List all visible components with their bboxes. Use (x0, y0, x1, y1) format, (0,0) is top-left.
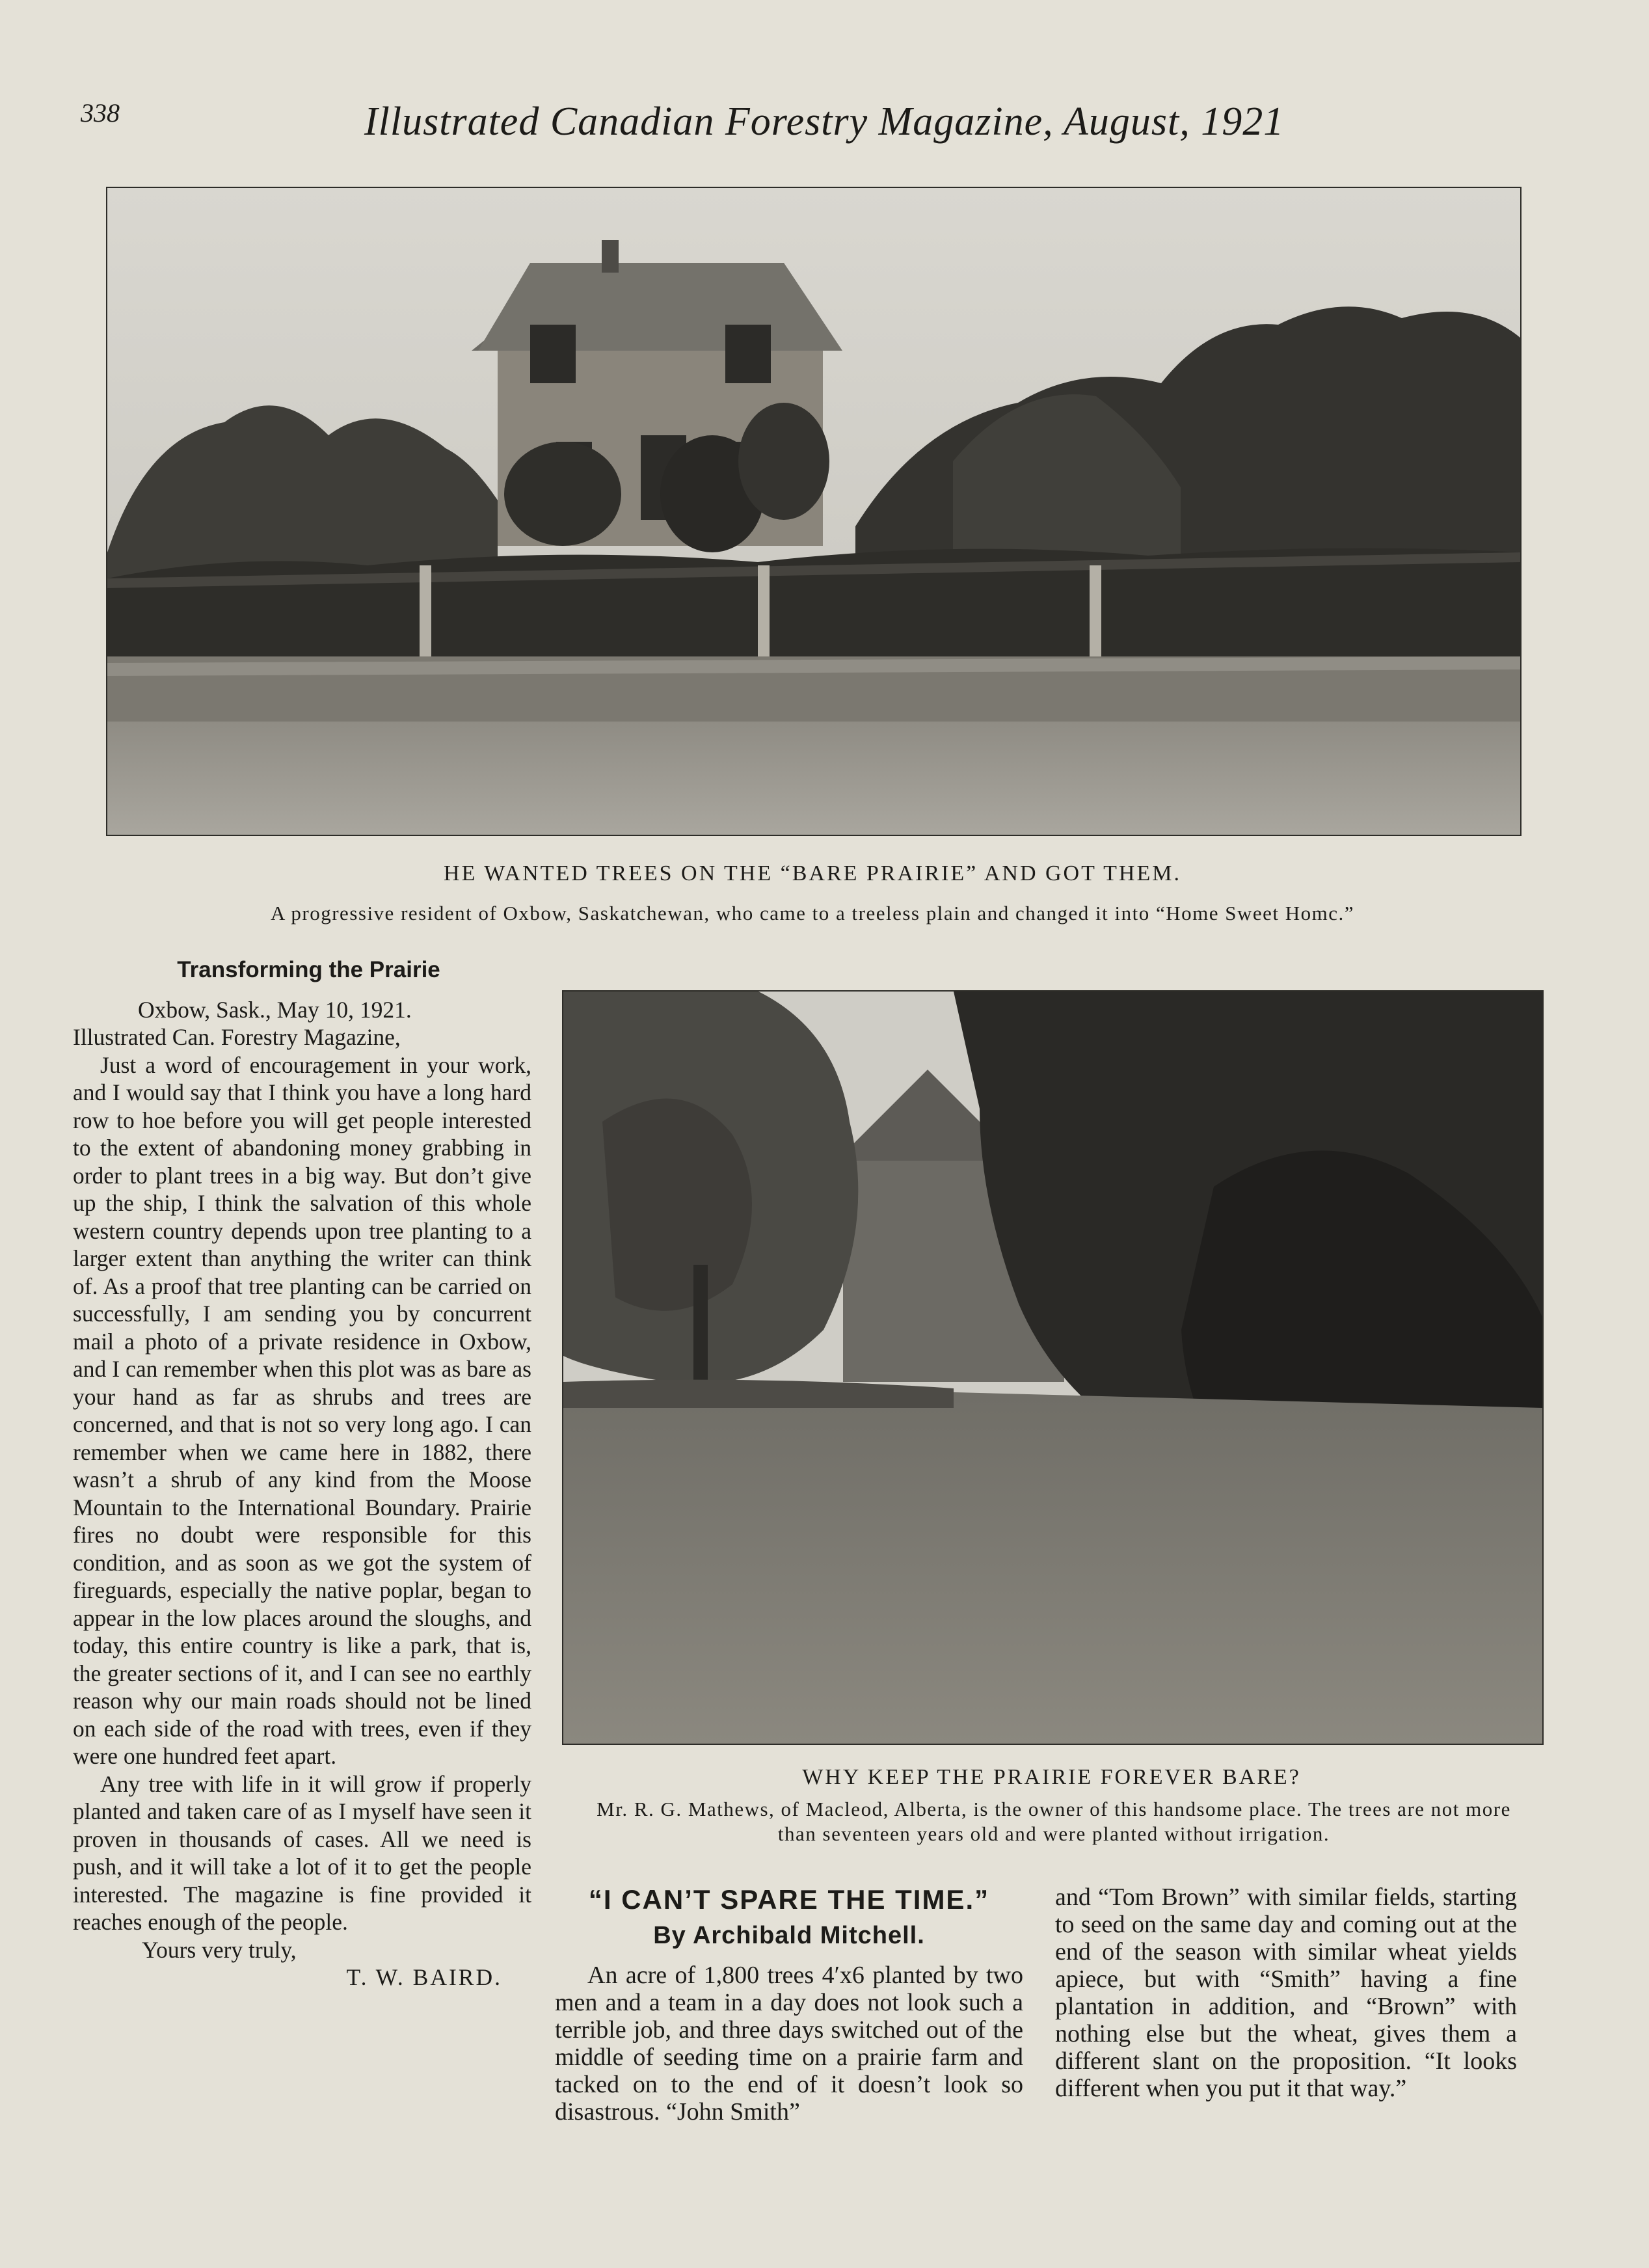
letter-signature: T. W. BAIRD. (346, 1964, 502, 1990)
garden-photo (562, 990, 1544, 1745)
house-photo-image (107, 188, 1520, 835)
article-column-2 (1055, 1883, 1517, 2102)
article-byline: By Archibald Mitchell. (653, 1922, 925, 1949)
article-paragraph: and “Tom Brown” with similar fields, starting to seed on the same day and coming out at the end of the season with similar wheat yields apiece, but with “Smith” having a fine plantation in addition, and “Brown” with nothing else but the wheat, gives them a different slant on the proposition. “It looks different when you put it that way.” (1055, 1883, 1517, 2102)
letter-closing: Yours very truly, (142, 1936, 297, 1963)
figure1-caption-text: A progressive resident of Oxbow, Saskatchewan, who came to a treeless plain and changed it into “Home Sweet Homc.” (270, 902, 1355, 925)
letter-addressee: Illustrated Can. Forestry Magazine, (73, 1024, 401, 1050)
article-headline: “I CAN’T SPARE THE TIME.” (588, 1884, 990, 1915)
garden-photo-image (563, 992, 1542, 1744)
letter-title: Transforming the Prairie (177, 957, 440, 982)
article-column-1 (555, 1883, 1023, 2126)
article-paragraph: An acre of 1,800 trees 4′x6 planted by two men and a team in a day does not look such a terrible job, and three days switched out of the middle of seeding time on a prairie farm and tacked on to the end of it doesn’t look so disastrous. “John Smith” (555, 1962, 1023, 2126)
letter-dateline: Oxbow, Sask., May 10, 1921. (138, 996, 412, 1023)
house-photo (106, 187, 1522, 836)
page-number: 338 (81, 98, 120, 128)
figure2-caption-text: Mr. R. G. Mathews, of Macleod, Alberta, is the owner of this handsome place. The trees are not more than seventeen years old and were planted without irrigation. (597, 1798, 1511, 1845)
letter-paragraph: Just a word of encouragement in your work, and I would say that I think you have a long hard row to hoe before you will get people interested to the extent of abandoning money grabbing in order to plant trees in a big way. But don’t give up the ship, I think the salvation of this whole western country depends upon tree planting to a larger extent than anything the writer can think of. As a proof that tree planting can be carried on successfully, I am sending you by concurrent mail a photo of a private residence in Oxbow, and I can remember when this plot was as bare as your hand as far as shrubs and trees are concerned, and that is not so very long ago. I can remember when we came here in 1882, there wasn’t a shrub of any kind from the Moose Mountain to the International Boundary. Prairie fires no doubt were responsible for this condition, and as soon as we got the system of fireguards, especially the native poplar, began to appear in the low places around the sloughs, and today, this entire country is like a park, that is, the greater sections of it, and I can see no earthly reason why our main roads should not be lined on each side of the road with trees, even if they were one hundred feet apart. (73, 1051, 531, 1769)
figure2-caption-heading: WHY KEEP THE PRAIRIE FOREVER BARE? (802, 1765, 1301, 1789)
masthead: Illustrated Canadian Forestry Magazine, August, 1921 (364, 100, 1285, 144)
figure1-caption-heading: HE WANTED TREES ON THE “BARE PRAIRIE” AND GOT THEM. (444, 861, 1181, 885)
letter-column (73, 956, 531, 1991)
letter-paragraph: Any tree with life in it will grow if properly planted and taken care of as I myself have seen it proven in thousands of cases. All we need is push, and it will take a lot of it to get the people interested. The magazine is fine provided it reaches enough of the people. (73, 1770, 531, 1935)
